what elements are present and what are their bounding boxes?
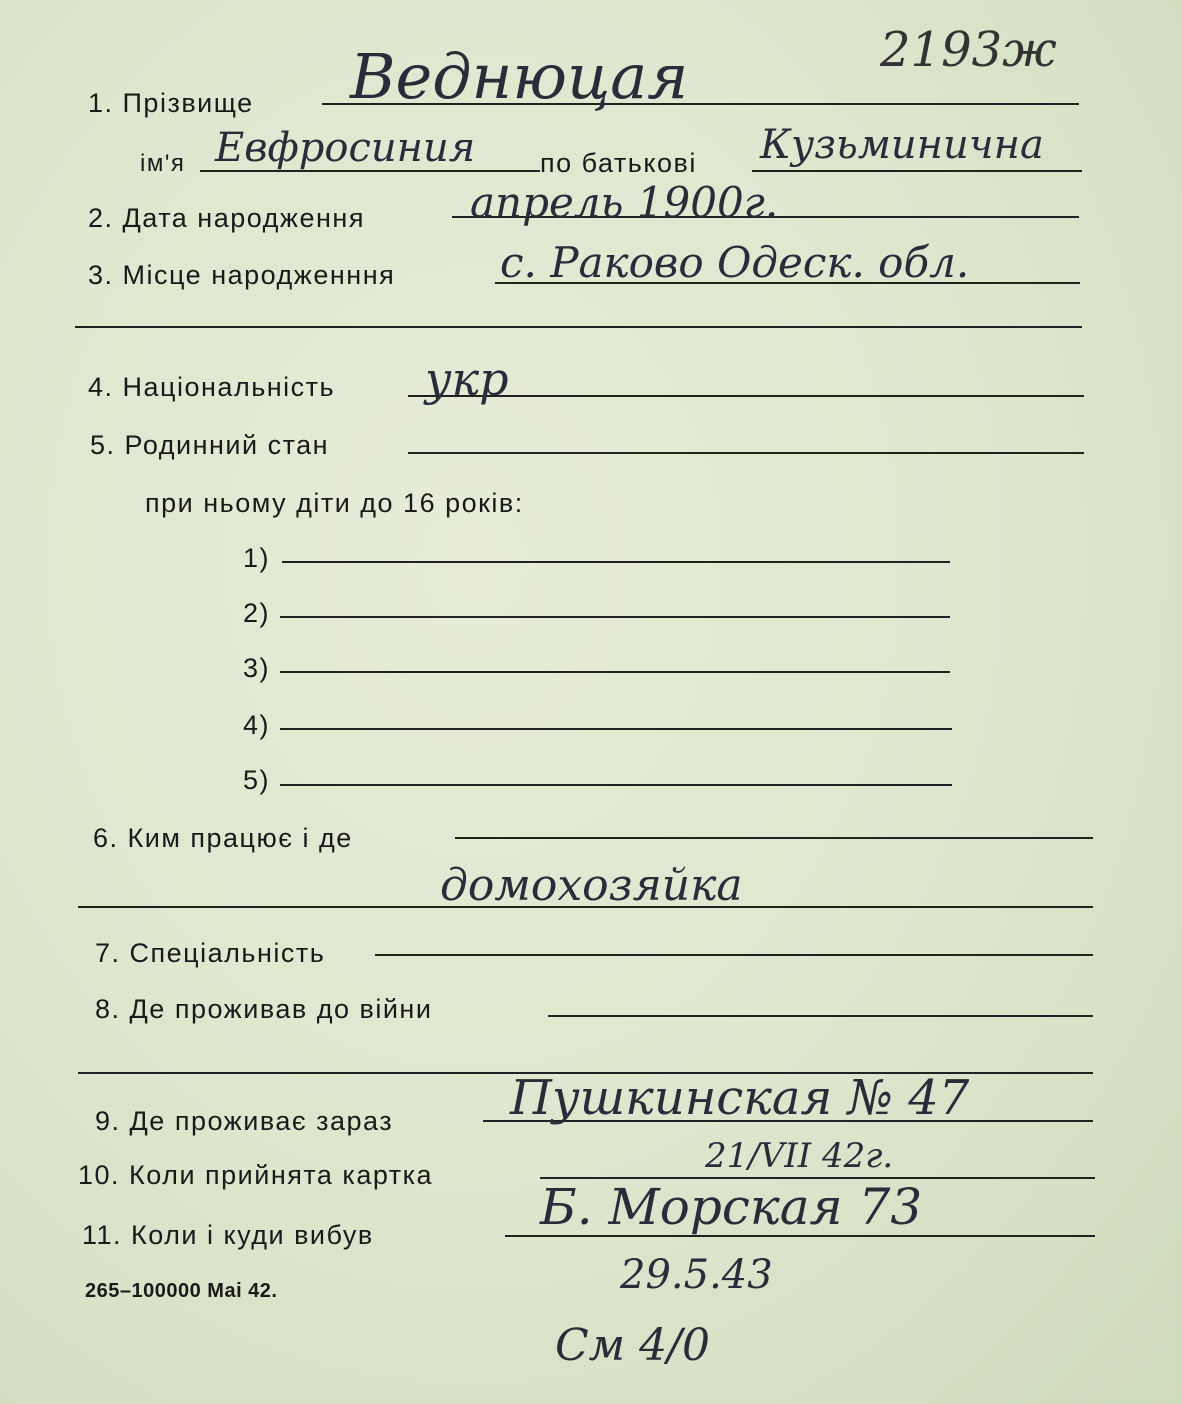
nationality-value: укр (425, 352, 509, 406)
patronymic-label: по батькові (540, 148, 697, 178)
nationality-label: 4. Національність (88, 372, 336, 402)
note-value: См 4/0 (555, 1320, 710, 1371)
child-4-line (280, 728, 952, 730)
prewar-residence-line (548, 1015, 1093, 1017)
card-accepted-label: 10. Коли прийнята картка (78, 1160, 434, 1190)
nationality-line (408, 395, 1084, 397)
birth-place-label: 3. Місце народженння (88, 260, 396, 290)
current-residence-label: 9. Де проживає зараз (95, 1106, 394, 1136)
patronymic-line (752, 170, 1082, 172)
child-1-label: 1) (243, 543, 271, 573)
occupation-line (455, 837, 1093, 839)
speciality-line (375, 954, 1093, 956)
speciality-label: 7. Спеціальність (95, 938, 326, 968)
name-label: ім'я (140, 150, 186, 177)
first-name-value: Евфросиния (215, 125, 476, 171)
card-accepted-value: 21/VII 42г. (705, 1136, 894, 1176)
child-4-label: 4) (243, 710, 271, 740)
print-code: 265–100000 Mai 42. (85, 1280, 278, 1302)
patronymic-value: Кузьминична (760, 122, 1044, 168)
occupation-label: 6. Ким працює і де (93, 823, 353, 853)
child-3-label: 3) (243, 653, 271, 683)
birth-date-value: апрель 1900г. (470, 178, 779, 227)
birth-place-line-2 (75, 326, 1082, 328)
child-3-line (280, 671, 950, 673)
birth-place-value: с. Раково Одеск. обл. (500, 238, 970, 287)
current-residence-value: Пушкинская № 47 (510, 1070, 970, 1126)
occupation-value: домохозяйка (440, 860, 743, 911)
departure-label: 11. Коли і куди вибув (82, 1220, 374, 1250)
child-5-line (280, 784, 952, 786)
marital-status-label: 5. Родинний стан (90, 430, 330, 460)
child-2-line (280, 616, 950, 618)
child-1-line (282, 561, 950, 563)
child-2-label: 2) (243, 598, 271, 628)
surname-value: Веднюцая (350, 40, 689, 113)
marital-status-line (408, 452, 1084, 454)
record-number: 2193ж (880, 22, 1057, 78)
children-label: при ньому діти до 16 років: (145, 488, 524, 518)
surname-label: 1. Прізвище (88, 88, 254, 118)
departure-date-value: 29.5.43 (620, 1252, 773, 1298)
birth-date-label: 2. Дата народження (88, 203, 365, 233)
departure-place-value: Б. Морская 73 (540, 1178, 923, 1236)
prewar-residence-label: 8. Де проживав до війни (95, 994, 433, 1024)
child-5-label: 5) (243, 765, 271, 795)
